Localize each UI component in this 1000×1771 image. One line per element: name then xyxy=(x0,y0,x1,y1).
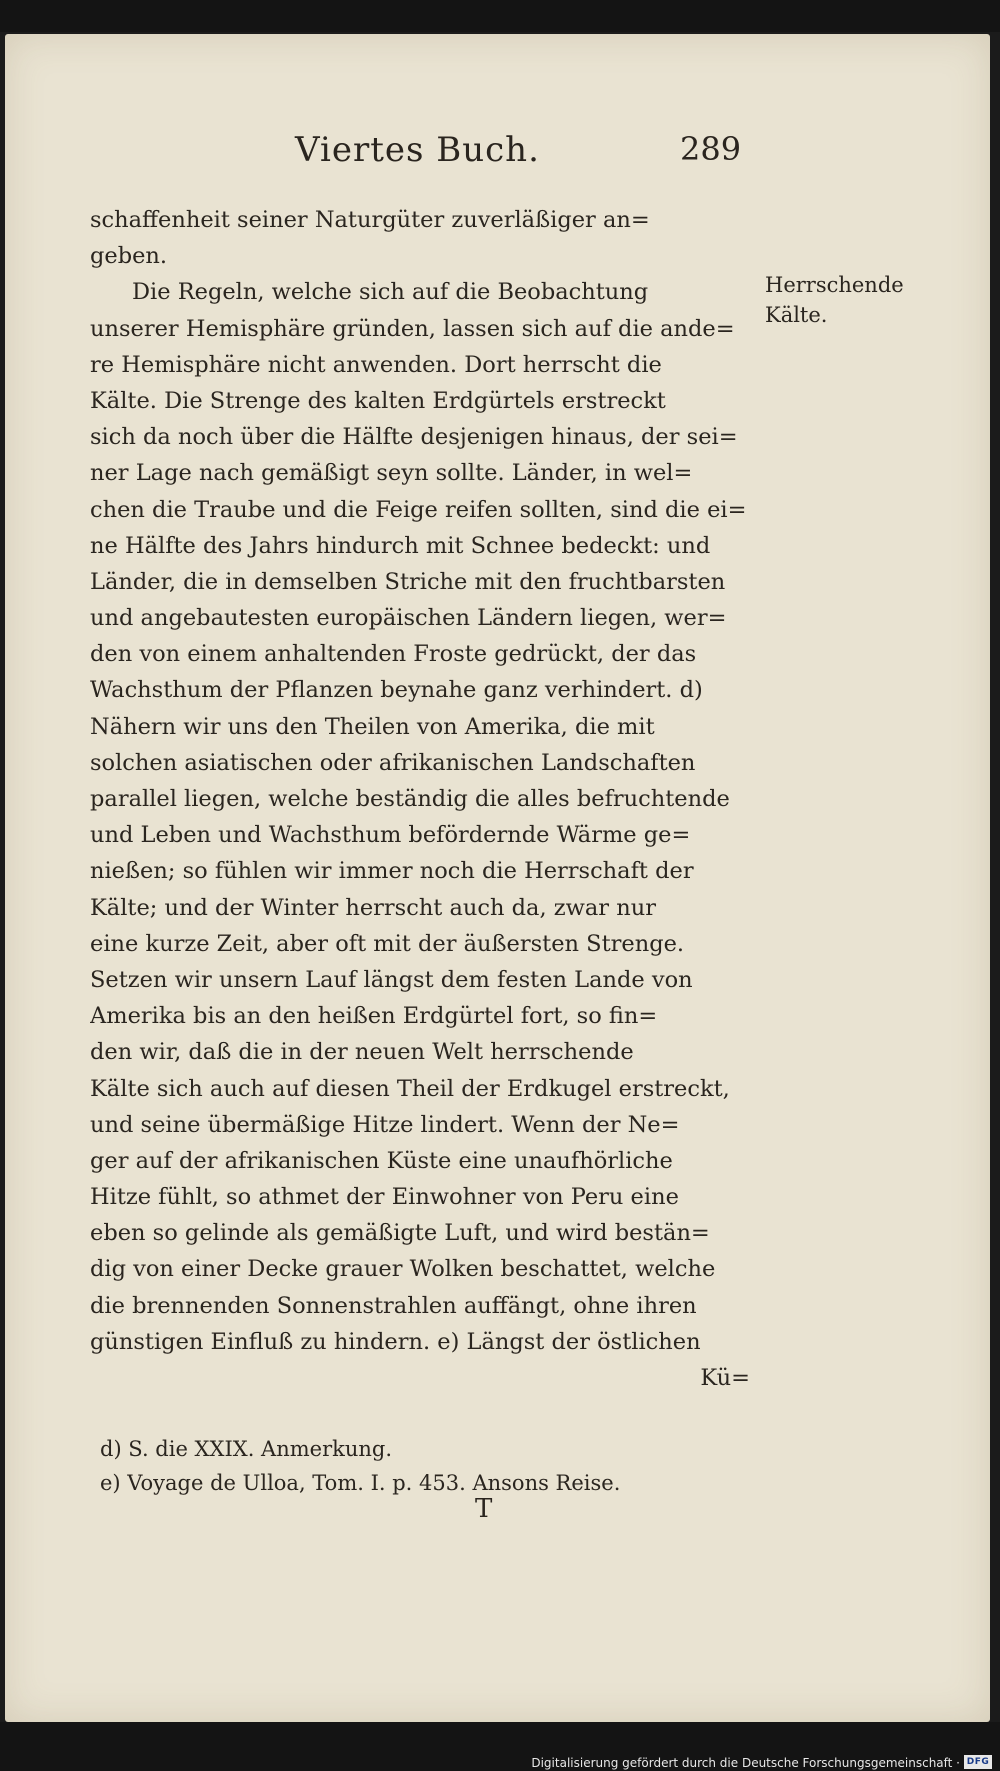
text-line: eine kurze Zeit, aber oft mit der äußersten Strenge. xyxy=(90,930,685,957)
text-line: eben so gelinde als gemäßigte Luft, und wird bestän= xyxy=(90,1220,710,1247)
text-line: Kälte sich auch auf diesen Theil der Erdkugel erstreckt, xyxy=(90,1075,730,1102)
marginal-note xyxy=(765,270,904,330)
text-line: unserer Hemisphäre gründen, lassen sich auf die ande= xyxy=(90,315,735,342)
text-line: geben. xyxy=(90,243,168,270)
text-line: ger auf der afrikanischen Küste eine unaufhörliche xyxy=(90,1147,673,1174)
text-line: solchen asiatischen oder afrikanischen Landschaften xyxy=(90,749,696,776)
text-line: Nähern wir uns den Theilen von Amerika, die mit xyxy=(90,713,655,740)
funding-credit: Digitalisierung gefördert durch die Deutsche Forschungsgemeinschaft · xyxy=(531,1756,960,1770)
text-line: nießen; so fühlen wir immer noch die Herrschaft der xyxy=(90,858,694,885)
footnote: d) S. die XXIX. Anmerkung. xyxy=(100,1437,393,1461)
text-line: und Leben und Wachsthum befördernde Wärme ge= xyxy=(90,822,691,849)
text-line: die brennenden Sonnenstrahlen auffängt, ohne ihren xyxy=(90,1292,697,1319)
marginal-note-line: Kälte. xyxy=(765,303,828,327)
text-line: Kälte; und der Winter herrscht auch da, zwar nur xyxy=(90,894,656,921)
catchword: Kü= xyxy=(700,1365,750,1391)
text-line: schaffenheit seiner Naturgüter zuverläßiger an= xyxy=(90,207,650,233)
text-line: günstigen Einfluß zu hindern. e) Längst der östlichen xyxy=(90,1328,701,1355)
text-line: Kälte. Die Strenge des kalten Erdgürtels erstreckt xyxy=(90,387,666,414)
marginal-note-line: Herrschende xyxy=(765,273,904,297)
top-border xyxy=(0,0,1000,32)
text-line: re Hemisphäre nicht anwenden. Dort herrscht die xyxy=(90,351,662,378)
running-head: Viertes Buch. xyxy=(295,130,540,170)
text-line: parallel liegen, welche beständig die alles befruchtende xyxy=(90,786,730,812)
text-line: sich da noch über die Hälfte desjenigen hinaus, der sei= xyxy=(90,424,738,451)
text-line: ner Lage nach gemäßigt seyn sollte. Länder, in wel= xyxy=(90,460,693,487)
signature-mark: T xyxy=(475,1494,493,1524)
text-line: Wachsthum der Pflanzen beynahe ganz verhindert. d) xyxy=(90,677,703,704)
text-line: und seine übermäßige Hitze lindert. Wenn der Ne= xyxy=(90,1111,680,1138)
text-line: und angebautesten europäischen Ländern liegen, wer= xyxy=(90,605,727,632)
body-text xyxy=(90,202,750,1396)
text-line: den wir, daß die in der neuen Welt herrschende xyxy=(90,1039,634,1066)
page-number: 289 xyxy=(680,130,742,168)
book-page xyxy=(5,34,990,1722)
text-line: Die Regeln, welche sich auf die Beobachtung xyxy=(132,279,649,306)
text-line: chen die Traube und die Feige reifen sollten, sind die ei= xyxy=(90,496,747,523)
dfg-logo-icon: DFG xyxy=(964,1755,992,1769)
footnotes xyxy=(100,1432,620,1500)
text-line: Hitze fühlt, so athmet der Einwohner von Peru eine xyxy=(90,1184,679,1211)
text-line: Länder, die in demselben Striche mit den fruchtbarsten xyxy=(90,568,726,595)
text-line: ne Hälfte des Jahrs hindurch mit Schnee bedeckt: und xyxy=(90,532,711,559)
text-line: Setzen wir unsern Lauf längst dem festen Lande von xyxy=(90,966,693,993)
text-line: dig von einer Decke grauer Wolken beschattet, welche xyxy=(90,1256,716,1283)
text-line: den von einem anhaltenden Froste gedrückt, der das xyxy=(90,641,697,668)
footnote: e) Voyage de Ulloa, Tom. I. p. 453. Ansons Reise. xyxy=(100,1471,621,1495)
text-line: Amerika bis an den heißen Erdgürtel fort, so fin= xyxy=(90,1003,658,1030)
